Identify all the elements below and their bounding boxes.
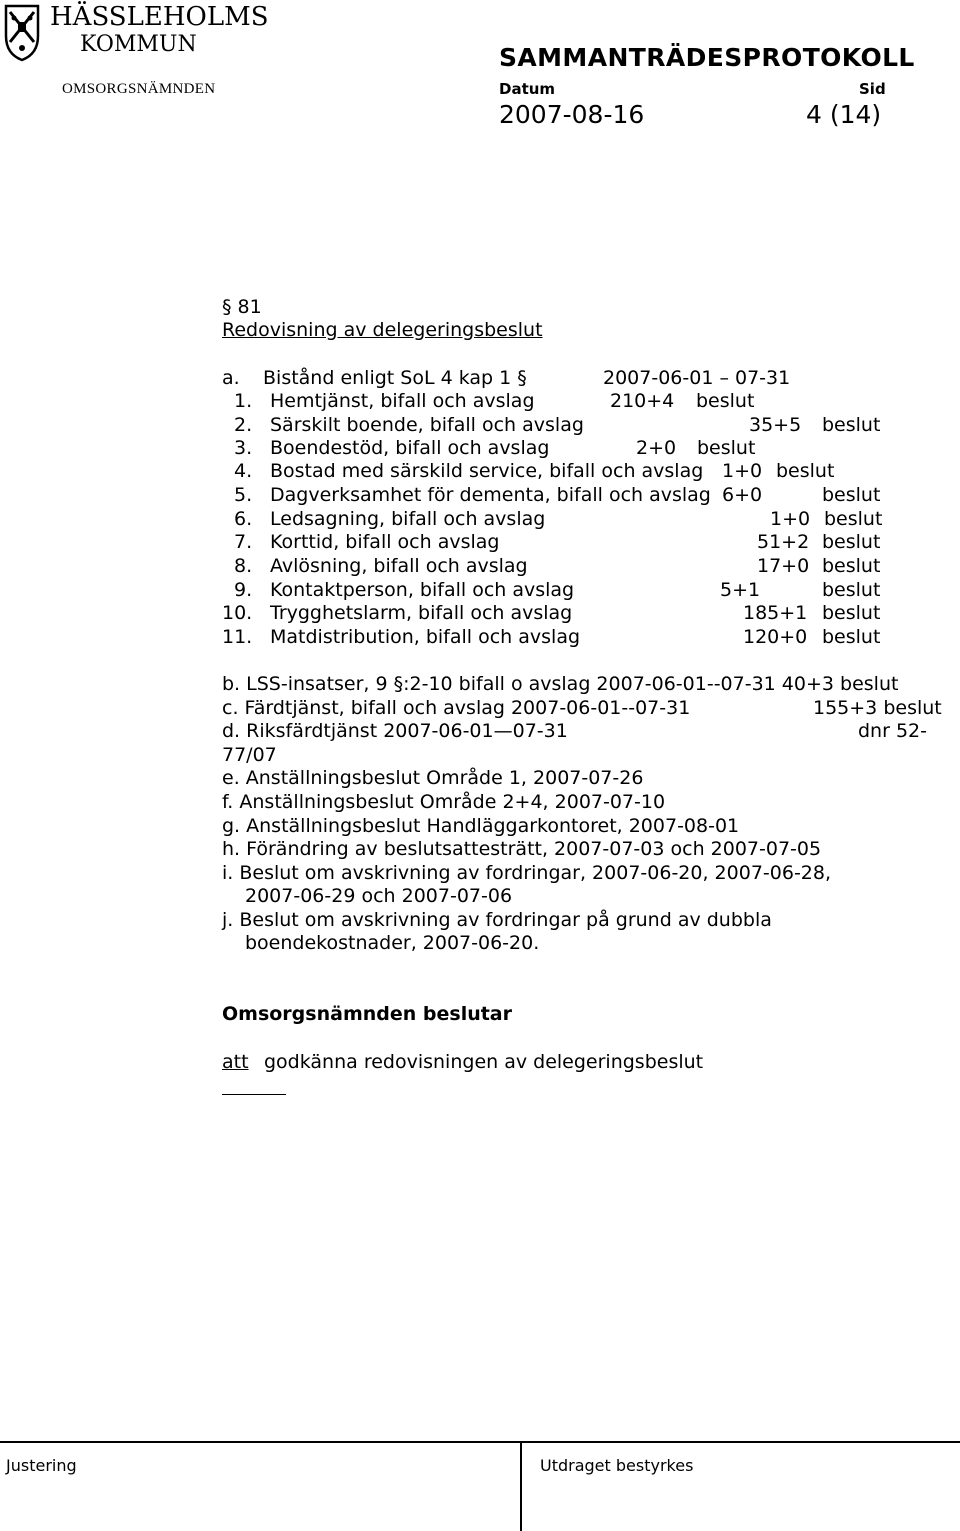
footer-divider (0, 1441, 960, 1443)
item-e: e. Anställningsbeslut Område 1, 2007-07-26 (222, 767, 644, 789)
list-item-unit: beslut (822, 579, 881, 601)
item-c: c. Färdtjänst, bifall och avslag 2007-06-01--07-31 (222, 697, 691, 719)
list-item-label: Trygghetslarm, bifall och avslag (270, 602, 573, 624)
list-item-value: 6+0 (722, 484, 763, 506)
document-title: SAMMANTRÄDESPROTOKOLL (499, 43, 915, 72)
list-item-unit: beslut (696, 390, 755, 412)
list-item-number: 5. (234, 484, 253, 506)
list-item-number: 4. (234, 460, 253, 482)
item-i: i. Beslut om avskrivning av fordringar, 2007-06-20, 2007-06-28, (222, 862, 832, 884)
item-f: f. Anställningsbeslut Område 2+4, 2007-07-10 (222, 791, 666, 813)
list-item-value: 1+0 (770, 508, 811, 530)
decision-att: att (222, 1051, 249, 1073)
org-name-line2: KOMMUN (80, 32, 197, 57)
list-item-unit: beslut (697, 437, 756, 459)
list-item-unit: beslut (822, 414, 881, 436)
list-item-label: Hemtjänst, bifall och avslag (270, 390, 535, 412)
list-item-label: Kontaktperson, bifall och avslag (270, 579, 575, 601)
item-d: d. Riksfärdtjänst 2007-06-01—07-31 (222, 720, 568, 742)
footer-utdraget: Utdraget bestyrkes (540, 1456, 694, 1475)
page-number: 4 (14) (806, 100, 882, 129)
list-item-label: Bostad med särskild service, bifall och avslag (270, 460, 704, 482)
list-item-value: 210+4 (610, 390, 675, 412)
list-item-unit: beslut (822, 484, 881, 506)
item-d-value: dnr 52- (858, 720, 927, 742)
list-item-label: Matdistribution, bifall och avslag (270, 626, 581, 648)
item-g: g. Anställningsbeslut Handläggarkontoret, 2007-08-01 (222, 815, 740, 837)
list-item-label: Ledsagning, bifall och avslag (270, 508, 546, 530)
list-item-number: 8. (234, 555, 253, 577)
footer-column-divider (520, 1441, 522, 1531)
list-item-unit: beslut (822, 602, 881, 624)
list-item-number: 11. (222, 626, 253, 648)
board-name: OMSORGSNÄMNDEN (62, 81, 216, 97)
list-item-value: 1+0 (722, 460, 763, 482)
list-item-value: 5+1 (720, 579, 761, 601)
section-title: Redovisning av delegeringsbeslut (222, 319, 543, 341)
list-item-value: 2+0 (636, 437, 677, 459)
item-i-continuation: 2007-06-29 och 2007-07-06 (245, 885, 513, 907)
list-item-value: 185+1 (743, 602, 808, 624)
list-item-number: 2. (234, 414, 253, 436)
list-item-value: 35+5 (749, 414, 802, 436)
end-rule (222, 1094, 286, 1095)
org-name-line1: HÄSSLEHOLMS (50, 2, 269, 32)
item-d-continuation: 77/07 (222, 744, 277, 766)
meeting-date: 2007-08-16 (499, 100, 645, 129)
item-h: h. Förändring av beslutsattesträtt, 2007-07-03 och 2007-07-05 (222, 838, 822, 860)
list-item-unit: beslut (824, 508, 883, 530)
decision-text: godkänna redovisningen av delegeringsbeslut (264, 1051, 704, 1073)
municipal-crest-icon (2, 2, 42, 62)
list-item-value: 120+0 (743, 626, 808, 648)
item-a-period: 2007-06-01 – 07-31 (603, 367, 791, 389)
item-b: b. LSS-insatser, 9 §:2-10 bifall o avslag 2007-06-01--07-31 40+3 beslut (222, 673, 899, 695)
list-item-unit: beslut (822, 555, 881, 577)
list-item-number: 1. (234, 390, 253, 412)
item-c-value: 155+3 beslut (813, 697, 942, 719)
item-a-prefix: a. (222, 367, 240, 389)
list-item-label: Korttid, bifall och avslag (270, 531, 500, 553)
page-label: Sid (859, 80, 886, 98)
item-j: j. Beslut om avskrivning av fordringar på grund av dubbla (222, 909, 772, 931)
footer-justering: Justering (6, 1456, 77, 1475)
list-item-number: 7. (234, 531, 253, 553)
date-label: Datum (499, 80, 556, 98)
list-item-unit: beslut (776, 460, 835, 482)
list-item-unit: beslut (822, 626, 881, 648)
list-item-value: 51+2 (757, 531, 810, 553)
list-item-unit: beslut (822, 531, 881, 553)
list-item-number: 9. (234, 579, 253, 601)
list-item-number: 3. (234, 437, 253, 459)
list-item-number: 10. (222, 602, 253, 624)
item-j-continuation: boendekostnader, 2007-06-20. (245, 932, 540, 954)
list-item-label: Avlösning, bifall och avslag (270, 555, 528, 577)
list-item-number: 6. (234, 508, 253, 530)
list-item-label: Boendestöd, bifall och avslag (270, 437, 550, 459)
paragraph-number: § 81 (222, 296, 262, 318)
list-item-value: 17+0 (757, 555, 810, 577)
list-item-label: Dagverksamhet för dementa, bifall och avslag (270, 484, 711, 506)
decision-heading: Omsorgsnämnden beslutar (222, 1003, 513, 1025)
item-a-text: Bistånd enligt SoL 4 kap 1 § (263, 367, 527, 389)
list-item-label: Särskilt boende, bifall och avslag (270, 414, 584, 436)
